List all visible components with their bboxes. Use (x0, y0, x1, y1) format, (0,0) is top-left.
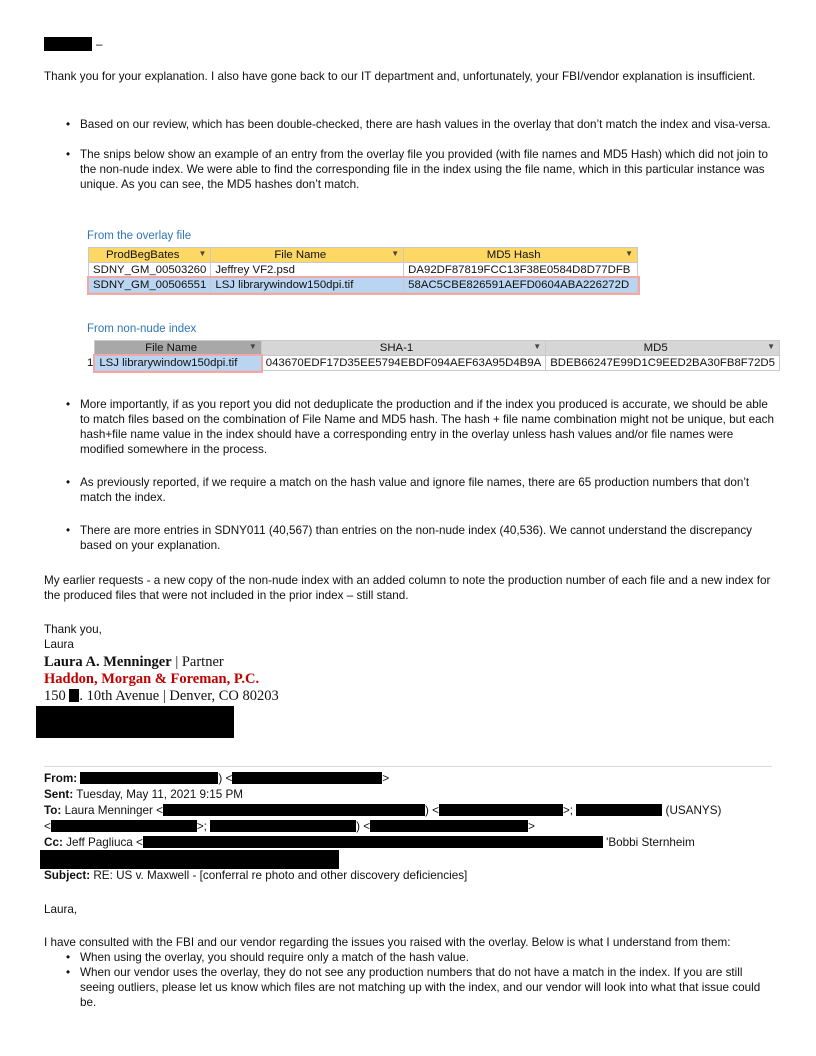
column-header[interactable]: MD5 ▼ (546, 341, 780, 356)
redaction-block (40, 850, 339, 869)
signature-firm: Haddon, Morgan & Foreman, P.C. (44, 671, 260, 687)
requests-paragraph: My earlier requests - a new copy of the non-nude index with an added column to note the production number of each file and a new index for the produced files that were not included in the prior index – still stand. (44, 574, 771, 602)
greeting-dash: – (96, 38, 103, 51)
table-row-selected (89, 278, 638, 293)
top-bullet-list (66, 117, 776, 192)
sent-line: Sent: Tuesday, May 11, 2021 9:15 PM (44, 788, 244, 801)
table-cell: LSJ librarywindow150dpi.tif (211, 278, 404, 293)
bullet-item: • As previously reported, if we require a match on the hash value and ignore file names, there are 65 production numbers that don’t match the index. (66, 475, 776, 505)
table-cell: Jeffrey VF2.psd (211, 263, 404, 278)
to-line-2: < >; ) < > (44, 820, 535, 833)
column-header[interactable]: File Name ▼ (211, 248, 404, 263)
table-cell: DA92DF87819FCC13F38E0584D8D77DFB (404, 263, 638, 278)
reply-bullet-list (66, 950, 776, 1010)
intro-paragraph: Thank you for your explanation. I also have gone back to our IT department and, unfortunately, your FBI/vendor explanation is insufficient. (44, 70, 756, 83)
index-table (86, 340, 780, 371)
redaction-block (44, 37, 92, 51)
table-cell: LSJ librarywindow150dpi.tif (95, 356, 261, 371)
to-line: To: Laura Menninger < ) < >; (USANYS) (44, 804, 722, 817)
cc-line: Cc: Jeff Pagliuca < 'Bobbi Sternheim (44, 836, 695, 849)
column-header[interactable]: File Name ▼ (95, 341, 261, 356)
dropdown-icon[interactable]: ▼ (198, 249, 207, 258)
bullet-item: • More importantly, if as you report you did not deduplicate the production and if the index you produced is accurate, we should be able to match files based on the combination of File Name and MD5 hash. The hash + file name combination might not be unique, but each hash+file name value in the index should have a corresponding entry in the overlay unless hash values and/or file names were modified somewhere in the process. (66, 397, 776, 457)
dropdown-icon[interactable]: ▼ (391, 249, 400, 258)
table-cell: 58AC5CBE826591AEFD0604ABA226272D (404, 278, 638, 293)
overlay-table (88, 247, 638, 293)
divider (44, 766, 772, 767)
table-row (86, 356, 780, 371)
column-header[interactable]: SHA-1 ▼ (261, 341, 545, 356)
index-caption: From non-nude index (87, 323, 197, 335)
reply-paragraph: I have consulted with the FBI and our vendor regarding the issues you raised with the overlay. Below is what I understand from them: (44, 936, 731, 949)
row-number: 1 (87, 357, 94, 369)
signature-title: | Partner (171, 654, 224, 670)
signature-name-line (44, 654, 224, 671)
bullet-item: • When using the overlay, you should require only a match of the hash value. (66, 950, 776, 965)
signature-address: 150 . 10th Avenue | Denver, CO 80203 (44, 688, 279, 704)
bullet-item: • The snips below show an example of an entry from the overlay file you provided (with file names and MD5 Hash) which did not join to the non-nude index. We were able to find the corresponding file in the index using the file name, which in this particular instance was unique. As you can see, the MD5 hashes don’t match. (66, 147, 776, 192)
table-cell: 043670EDF17D35EE5794EBDF094AEF63A95D4B9A (261, 356, 545, 371)
mid-bullet-list (66, 397, 776, 553)
signature-name: Laura A. Menninger (44, 654, 172, 670)
table-cell: BDEB66247E99D1C9EED2BA30FB8F72D5 (546, 356, 780, 371)
table-cell: SDNY_GM_00506551 (89, 278, 211, 293)
column-header[interactable]: MD5 Hash ▼ (404, 248, 638, 263)
bullet-item: • When our vendor uses the overlay, they do not see any production numbers that do not have a match in the index. If you are still seeing outliers, please let us know which files are not matching up with the index, and our vendor will look into what that issue could be. (66, 965, 776, 1010)
dropdown-icon[interactable]: ▼ (533, 342, 542, 351)
filter-icon[interactable]: ▼ (625, 249, 633, 258)
subject-line: Subject: RE: US v. Maxwell - [conferral re photo and other discovery deficiencies] (44, 869, 468, 882)
reply-greeting: Laura, (44, 903, 78, 916)
index-header-row (86, 341, 780, 356)
bullet-item: • There are more entries in SDNY011 (40,567) than entries on the non-nude index (40,536). We cannot understand the discrepancy based on your explanation. (66, 523, 776, 553)
column-header[interactable]: ProdBegBates ▼ (89, 248, 211, 263)
bullet-item: • Based on our review, which has been double-checked, there are hash values in the overlay that don’t match the index and visa-versa. (66, 117, 776, 132)
overlay-caption: From the overlay file (87, 230, 192, 242)
filter-icon[interactable]: ▼ (248, 342, 257, 351)
from-line: From: ) < > (44, 772, 390, 785)
table-cell: SDNY_GM_00503260 (89, 263, 211, 278)
redaction-block (36, 706, 234, 738)
closing-line: Thank you, (44, 623, 102, 636)
table-row (89, 263, 638, 278)
closing-name: Laura (44, 638, 74, 651)
overlay-header-row (89, 248, 638, 263)
dropdown-icon[interactable]: ▼ (767, 342, 775, 351)
